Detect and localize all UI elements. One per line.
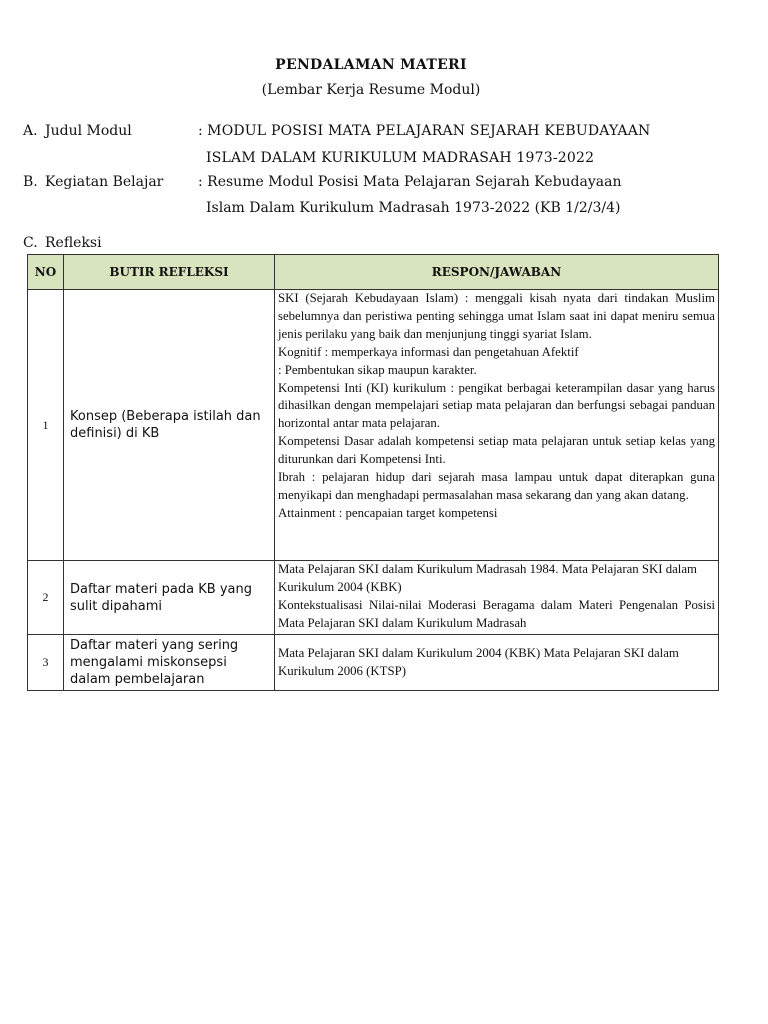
- row-number: 1: [28, 290, 64, 561]
- response-paragraph: Attainment : pencapaian target kompetensi: [278, 505, 498, 520]
- response-cell: [275, 635, 719, 691]
- response-paragraph: Mata Pelajaran SKI dalam Kurikulum Madrasah 1984. Mata Pelajaran SKI dalam Kurikulum 2004 (KBK): [278, 562, 697, 594]
- section-b-line1-row: [198, 174, 621, 190]
- section-a-value-line1: MODUL POSISI MATA PELAJARAN SEJARAH KEBUDAYAAN: [207, 123, 651, 139]
- section-b-colon: :: [198, 174, 203, 190]
- section-a-label-row: [23, 123, 132, 139]
- reflection-item: Konsep (Beberapa istilah dan definisi) di KB: [64, 290, 275, 561]
- section-a-line1-row: [198, 123, 650, 139]
- table-row: [28, 561, 719, 635]
- response-cell: [275, 290, 719, 561]
- section-b-letter: B.: [23, 174, 38, 190]
- response-paragraph: Kontekstualisasi Nilai-nilai Moderasi Beragama dalam Materi Pengenalan Posisi Mata Pelajaran SKI dalam Kurikulum Madrasah: [278, 597, 715, 630]
- section-b-value-line1: Resume Modul Posisi Mata Pelajaran Sejarah Kebudayaan: [207, 174, 622, 190]
- response-paragraph: SKI (Sejarah Kebudayaan Islam) : menggali kisah nyata dari tindakan Muslim sebelumnya dan peristiwa penting sehingga umat Islam saat ini dapat meniru semua jenis perilaku yang baik dan menjunjung tinggi syariat Islam.: [278, 291, 715, 341]
- section-c-letter: C.: [23, 235, 38, 251]
- reflection-item: Daftar materi yang sering mengalami miskonsepsi dalam pembelajaran: [64, 635, 275, 691]
- response-paragraph: Kompetensi Inti (KI) kurikulum : pengikat berbagai keterampilan dasar yang harus dihasilkan dengan mempelajari setiap mata pelajaran dan berfungsi sebagai panduan horizontal antar mata pelajaran.: [278, 380, 715, 431]
- reflection-item: Daftar materi pada KB yang sulit dipahami: [64, 561, 275, 635]
- section-b-value-line2: Islam Dalam Kurikulum Madrasah 1973-2022 (KB 1/2/3/4): [206, 200, 621, 216]
- section-a-value-line2: ISLAM DALAM KURIKULUM MADRASAH 1973-2022: [206, 150, 595, 166]
- document-title: PENDALAMAN MATERI: [275, 57, 467, 73]
- table-row: [28, 290, 719, 561]
- table-row: [28, 635, 719, 691]
- response-paragraph: Kompetensi Dasar adalah kompetensi setiap mata pelajaran untuk setiap kelas yang diturunkan dari Kompetensi Inti.: [278, 434, 715, 467]
- section-c-label: Refleksi: [45, 235, 102, 251]
- section-a-label: Judul Modul: [45, 123, 132, 139]
- section-a-letter: A.: [23, 123, 38, 139]
- response-paragraph: Kognitif : memperkaya informasi dan pengetahuan Afektif: [278, 344, 579, 359]
- header-respon-jawaban: RESPON/JAWABAN: [275, 255, 719, 290]
- section-b-label: Kegiatan Belajar: [45, 174, 164, 190]
- document-subtitle: (Lembar Kerja Resume Modul): [261, 82, 481, 98]
- response-paragraph: : Pembentukan sikap maupun karakter.: [278, 362, 477, 377]
- header-no: NO: [28, 255, 64, 290]
- table-header-row: [28, 255, 719, 290]
- reflection-table: [27, 254, 719, 691]
- row-number: 3: [28, 635, 64, 691]
- header-butir-refleksi: BUTIR REFLEKSI: [64, 255, 275, 290]
- section-a-colon: :: [198, 123, 203, 139]
- section-b-label-row: [23, 174, 163, 190]
- response-paragraph: Ibrah : pelajaran hidup dari sejarah masa lampau untuk dapat diterapkan guna menyikapi dan menghadapi permasalahan masa sekarang dan yang akan datang.: [278, 470, 715, 502]
- response-paragraph: Mata Pelajaran SKI dalam Kurikulum 2004 (KBK) Mata Pelajaran SKI dalam Kurikulum 2006 (KTSP): [278, 645, 679, 678]
- row-number: 2: [28, 561, 64, 635]
- section-c-label-row: [23, 235, 102, 251]
- response-cell: [275, 561, 719, 635]
